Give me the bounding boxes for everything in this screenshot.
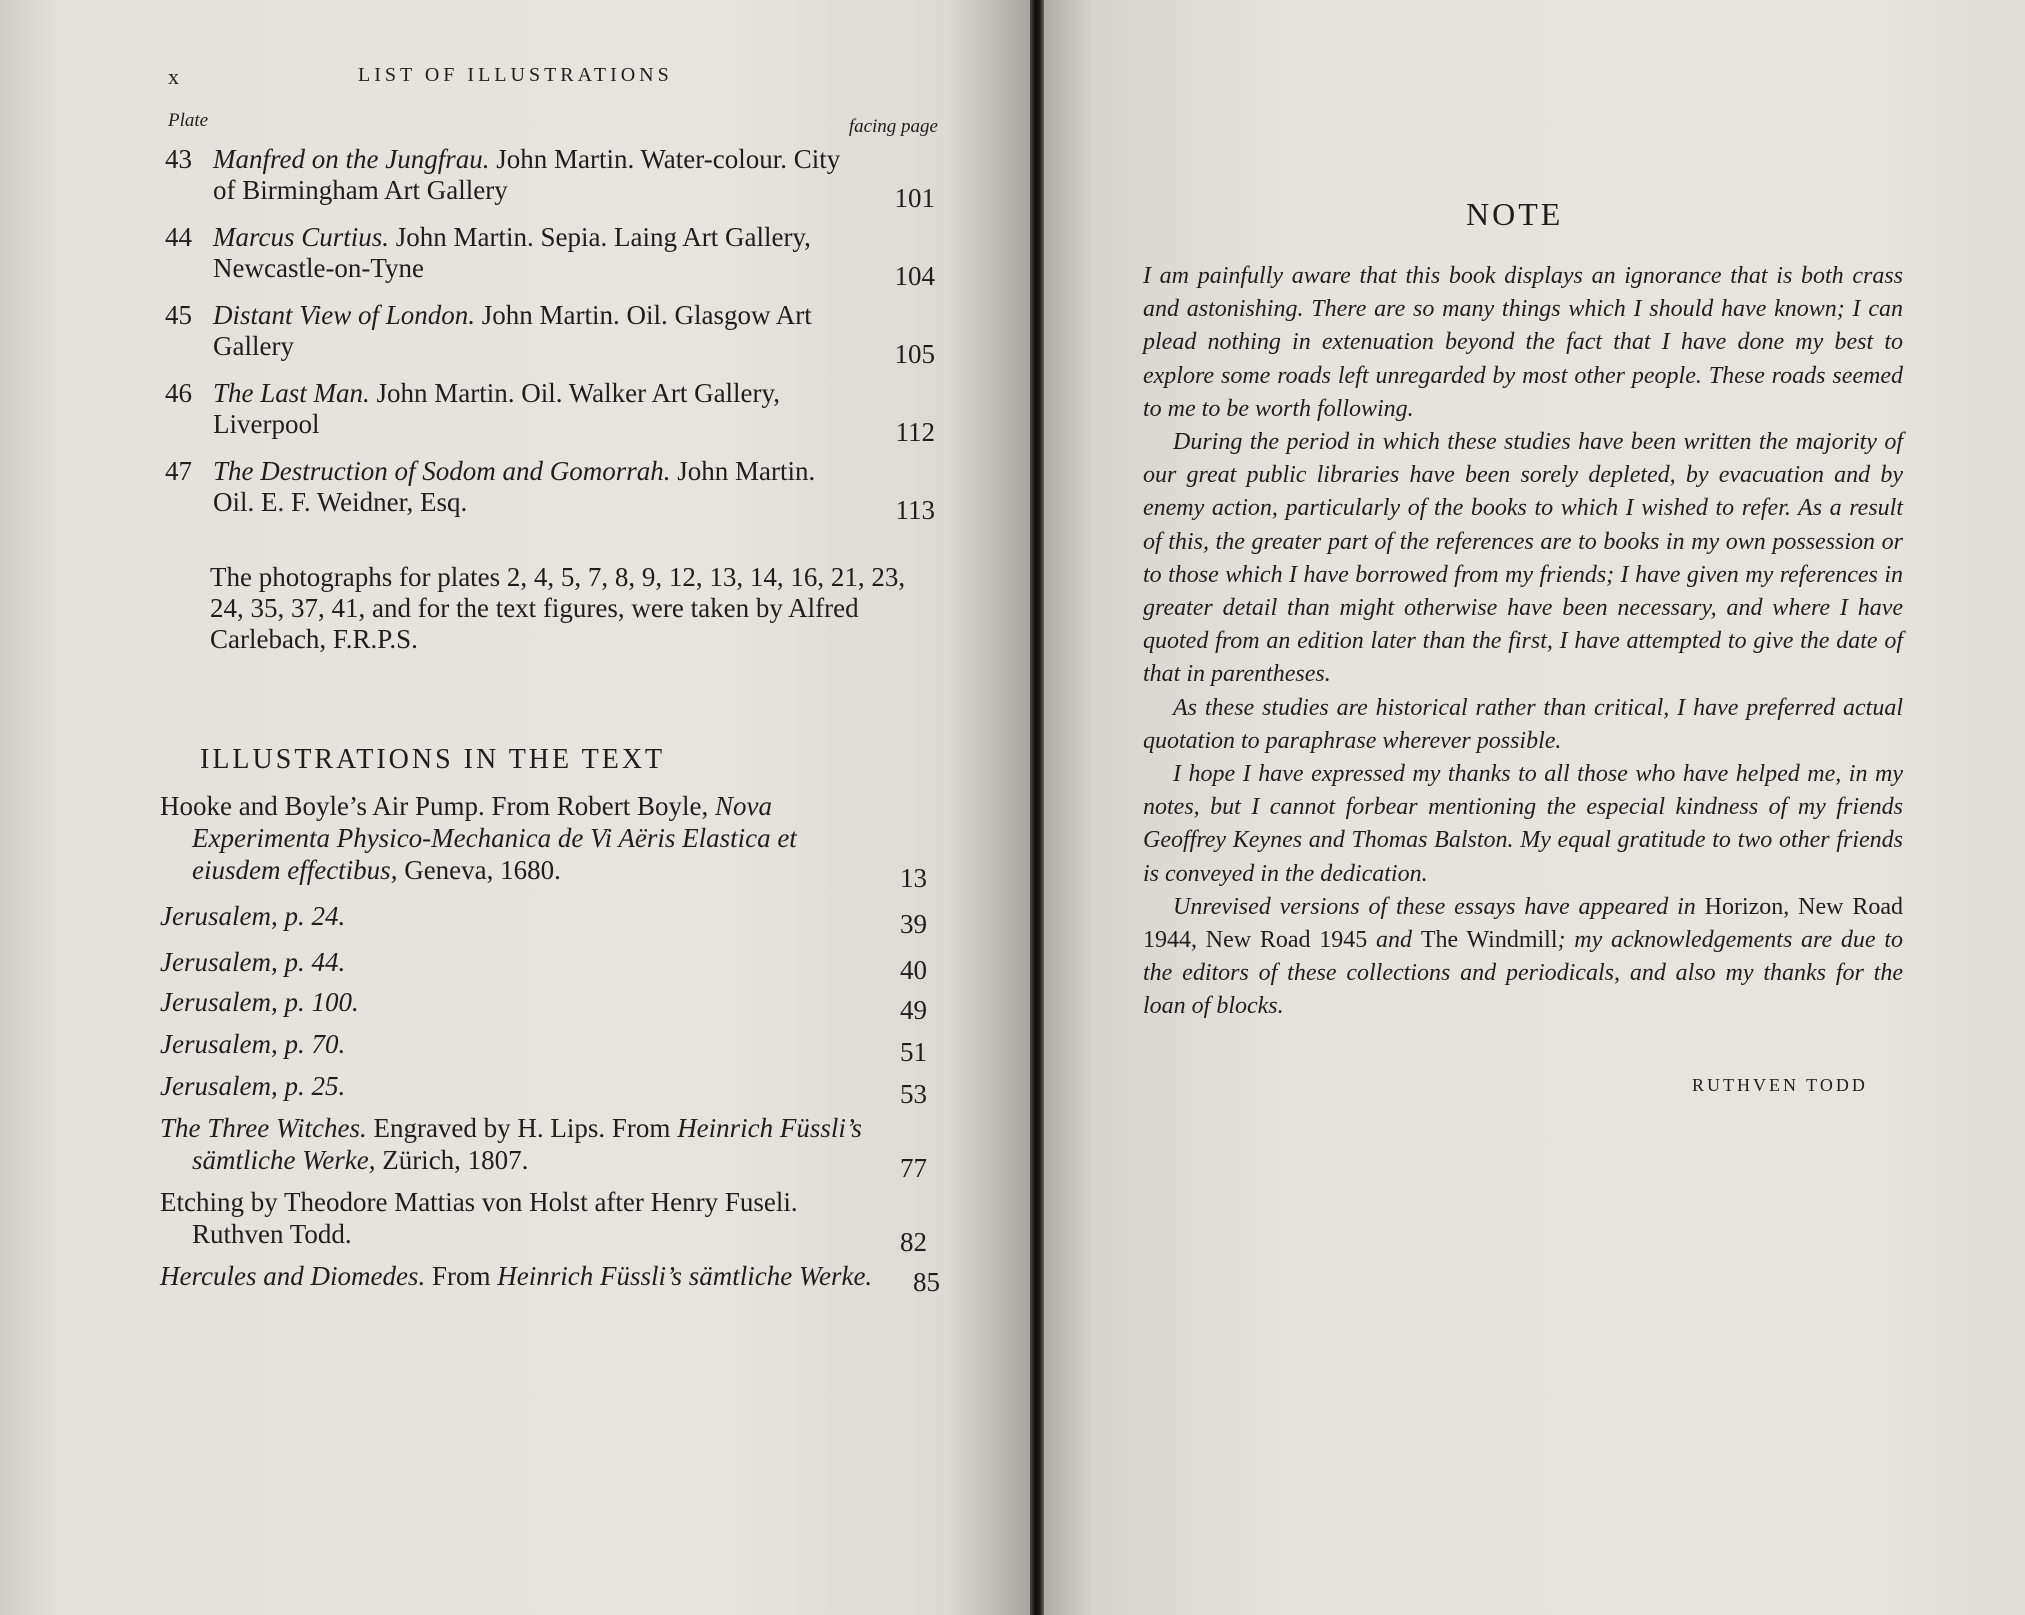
text-illustration-entry <box>160 790 935 893</box>
text-illustration-entry <box>160 900 935 939</box>
publication-names: Horizon, New Road 1944, New Road 1945 <box>1143 893 1903 954</box>
text-illustration-entry <box>160 1186 935 1257</box>
entry-italic-text: Jerusalem, p. 70. <box>160 1029 346 1059</box>
plate-title: Marcus Curtius. <box>213 222 390 252</box>
entry-page-number: 53 <box>900 1079 927 1109</box>
text-illustration-entry <box>160 1112 935 1183</box>
entry-italic-text: Hercules and Diomedes. <box>160 1261 426 1291</box>
entry-italic-text: Heinrich Füssli’s sämtliche Werke. <box>497 1261 873 1291</box>
entry-text: Hooke and Boyle’s Air Pump. From Robert Boyle, <box>160 791 715 821</box>
plate-description: John Martin. Water-colour. City of Birmingham Art Gallery <box>213 144 841 205</box>
entry-italic-text: Jerusalem, p. 25. <box>160 1071 346 1101</box>
text-illustration-entry <box>160 1028 935 1067</box>
note-text: Unrevised versions of these essays have appeared in <box>1173 893 1705 920</box>
plate-description: John Martin. Oil. E. F. Weidner, Esq. <box>213 456 816 517</box>
plate-entry <box>165 222 935 291</box>
plate-entry <box>165 456 935 525</box>
entry-italic-text: Nova Experimenta Physico-Mechanica de Vi Aëris Elastica et eiusdem effectibus, <box>192 791 797 885</box>
note-paragraph: During the period in which these studies have been written the majority of our great public libraries have been sorely depleted, by evacuation and by enemy action, particularly of the books to which I wished to refer. As a result of this, the greater part of the references are to books in my own possession or to those which I have borrowed from my friends; I have given my references in greater detail than might otherwise have been necessary, and where I have quoted from an edition later than the first, I have attempted to give the date of that in parentheses. <box>1143 429 1903 688</box>
entry-text: Engraved by H. Lips. From <box>366 1113 678 1143</box>
entry-italic-text: The Three Witches. <box>160 1113 367 1143</box>
plate-page-number: 113 <box>895 495 935 525</box>
note-body <box>1143 260 1903 1024</box>
book-gutter <box>1030 0 1044 1615</box>
column-labels <box>168 110 938 137</box>
plate-entry <box>165 300 935 369</box>
text-illustration-entry <box>160 1260 940 1297</box>
plate-title: Manfred on the Jungfrau. <box>213 144 490 174</box>
plate-description: John Martin. Oil. Glasgow Art Gallery <box>213 300 812 361</box>
entry-text: Etching by Theodore Mattias von Holst after Henry Fuseli. Ruthven Todd. <box>160 1187 798 1249</box>
entry-italic-text: Jerusalem, p. 44. <box>160 947 346 977</box>
text-illustration-entry <box>160 1070 935 1109</box>
plate-number: 45 <box>165 300 192 330</box>
note-text: and <box>1367 927 1421 954</box>
facing-page-label: facing page <box>848 116 938 137</box>
text-illustration-entry <box>160 946 935 985</box>
entry-page-number: 49 <box>900 995 927 1025</box>
plate-number: 46 <box>165 378 192 408</box>
plate-number: 44 <box>165 222 192 252</box>
plate-page-number: 105 <box>894 339 935 369</box>
text-illustration-entry <box>160 986 935 1025</box>
photo-credit: The photographs for plates 2, 4, 5, 7, 8, 9, 12, 13, 14, 16, 21, 23, 24, 35, 37, 41, and for the text figures, were taken by Alfred Carlebach, F.R.P.S. <box>210 562 906 654</box>
entry-page-number: 82 <box>900 1227 927 1257</box>
note-title: NOTE <box>1466 196 1564 232</box>
entry-italic-text: Jerusalem, p. 100. <box>160 987 359 1017</box>
entry-page-number: 85 <box>913 1267 940 1297</box>
entry-text: From <box>425 1261 498 1291</box>
section-title: ILLUSTRATIONS IN THE TEXT <box>200 744 666 775</box>
entry-italic-text: Jerusalem, p. 24. <box>160 901 346 931</box>
entry-text: Zürich, 1807. <box>375 1145 529 1175</box>
note-paragraph: As these studies are historical rather than critical, I have preferred actual quotation to paraphrase wherever possible. <box>1143 694 1903 754</box>
plate-entry <box>165 378 935 447</box>
plate-title: The Last Man. <box>213 378 370 408</box>
entry-page-number: 40 <box>900 955 927 985</box>
note-paragraph: I hope I have expressed my thanks to all those who have helped me, in my notes, but I cannot forbear mentioning the especial kindness of my friends Geoffrey Keynes and Thomas Balston. My equal gratitude to two other friends is conveyed in the dedication. <box>1143 761 1903 887</box>
signature: RUTHVEN TODD <box>1692 1075 1868 1095</box>
note-paragraph: I am painfully aware that this book displays an ignorance that is both crass and astonishing. There are so many things which I should have known; I can plead nothing in extenuation beyond the fact that I have done my best to explore some roads left unregarded by most other people. These roads seemed to me to be worth following. <box>1143 263 1903 422</box>
plate-number: 47 <box>165 456 192 486</box>
running-head <box>168 64 673 90</box>
entry-page-number: 13 <box>900 863 927 893</box>
entry-italic-text: Heinrich Füssli’s sämtliche Werke, <box>192 1113 862 1175</box>
entry-text: Geneva, 1680. <box>397 855 561 885</box>
plate-description: John Martin. Oil. Walker Art Gallery, Liverpool <box>213 378 781 439</box>
plate-page-number: 112 <box>895 417 935 447</box>
plate-page-number: 104 <box>894 261 935 291</box>
page-folio: x <box>168 64 179 89</box>
note-paragraph <box>1143 891 1903 1024</box>
plate-entry <box>165 144 935 213</box>
plate-page-number: 101 <box>894 183 935 213</box>
plate-title: Distant View of London. <box>213 300 476 330</box>
running-head-title: LIST OF ILLUSTRATIONS <box>358 64 673 86</box>
plate-description: John Martin. Sepia. Laing Art Gallery, Newcastle-on-Tyne <box>213 222 811 283</box>
plate-number: 43 <box>165 144 192 174</box>
publication-name: The Windmill <box>1420 927 1558 954</box>
entry-page-number: 39 <box>900 909 927 939</box>
note-text: ; my acknowledgements are due to the editors of these collections and periodicals, and also my thanks for the loan of blocks. <box>1143 927 1903 1020</box>
entry-page-number: 51 <box>900 1037 927 1067</box>
plate-label: Plate <box>168 110 209 131</box>
plate-title: The Destruction of Sodom and Gomorrah. <box>213 456 671 486</box>
entry-page-number: 77 <box>900 1153 927 1183</box>
